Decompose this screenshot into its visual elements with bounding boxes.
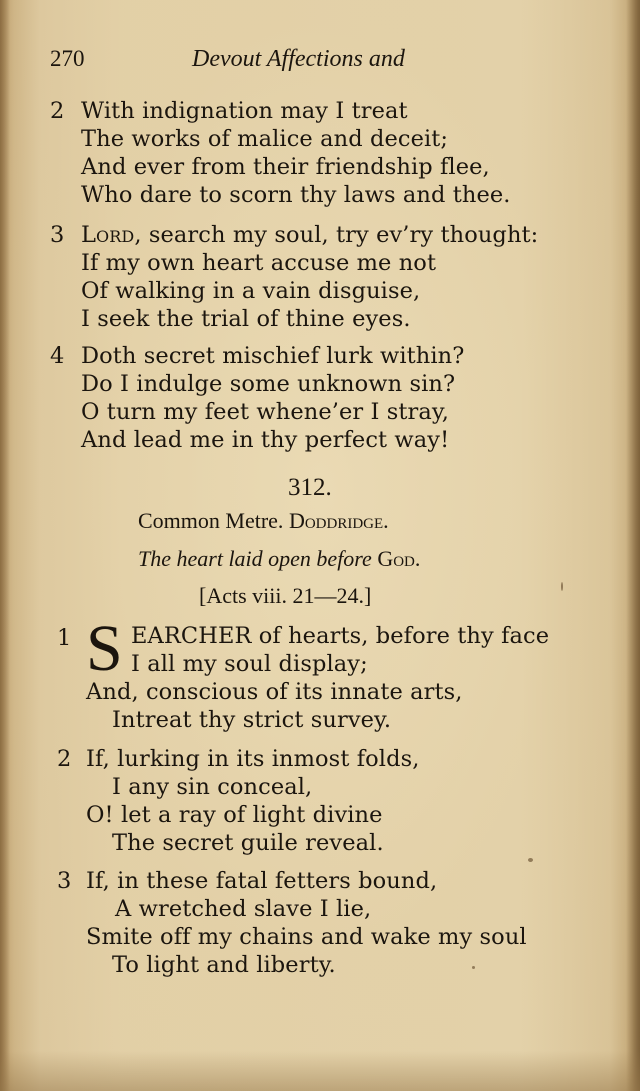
verse-line: And, conscious of its innate arts, bbox=[86, 679, 463, 705]
paper-speck bbox=[472, 966, 475, 969]
verse-line: And ever from their friendship flee, bbox=[81, 154, 490, 180]
running-title: Devout Affections and bbox=[192, 46, 405, 72]
verse-line: Doth secret mischief lurk within? bbox=[81, 343, 465, 369]
verse-line: The works of malice and deceit; bbox=[81, 126, 449, 152]
verse-line: If my own heart accuse me not bbox=[81, 250, 437, 276]
verse-line: I seek the trial of thine eyes. bbox=[81, 306, 411, 332]
verse-line: Smite off my chains and wake my soul bbox=[86, 924, 527, 950]
verse-line: If, in these fatal fetters bound, bbox=[86, 868, 438, 894]
hymn-subject-text: The heart laid open before bbox=[138, 546, 372, 571]
verse-line: O turn my feet whene’er I stray, bbox=[81, 399, 450, 425]
verse-line bbox=[81, 221, 538, 249]
verse-line: Who dare to scorn thy laws and thee. bbox=[81, 182, 511, 208]
verse-line: EARCHER of hearts, before thy face bbox=[131, 623, 550, 649]
verse-line: If, lurking in its inmost folds, bbox=[86, 746, 420, 772]
hymn-meter: Common Metre. bbox=[138, 508, 284, 533]
verse-line: To light and liberty. bbox=[112, 952, 336, 978]
small-caps-word: Lord bbox=[81, 222, 135, 248]
hymn-author: Doddridge. bbox=[288, 508, 389, 533]
verse-line: I any sin conceal, bbox=[112, 774, 313, 800]
stanza-number: 2 bbox=[50, 98, 65, 124]
hymn-number: 312. bbox=[288, 474, 332, 501]
page-edge-shadow-left bbox=[0, 0, 10, 1091]
stanza-number: 4 bbox=[50, 343, 65, 369]
page-edge-shadow-right bbox=[626, 0, 640, 1091]
verse-line: Intreat thy strict survey. bbox=[112, 707, 392, 733]
stanza-number: 3 bbox=[57, 868, 72, 894]
scripture-reference: [Acts viii. 21—24.] bbox=[199, 583, 372, 608]
verse-line: With indignation may I treat bbox=[81, 98, 408, 124]
verse-line: Do I indulge some unknown sin? bbox=[81, 371, 456, 397]
hymn-subject bbox=[138, 546, 420, 572]
verse-line: The secret guile reveal. bbox=[112, 830, 384, 856]
verse-line: And lead me in thy perfect way! bbox=[81, 427, 450, 453]
paper-speck bbox=[561, 582, 563, 591]
stanza-number: 3 bbox=[50, 222, 65, 248]
hymn-meter-line bbox=[138, 508, 389, 534]
stanza-number: 2 bbox=[57, 746, 72, 772]
verse-line: I all my soul display; bbox=[131, 651, 368, 677]
verse-line: O! let a ray of light divine bbox=[86, 802, 383, 828]
stanza-number: 1 bbox=[57, 625, 72, 651]
verse-line: A wretched slave I lie, bbox=[115, 896, 372, 922]
verse-line-rest: , search my soul, try ev’ry thought: bbox=[134, 222, 539, 248]
page-edge-shadow-bottom bbox=[0, 1051, 640, 1091]
hymn-subject-god: God. bbox=[377, 546, 421, 571]
paper-speck bbox=[528, 858, 533, 862]
verse-line: Of walking in a vain disguise, bbox=[81, 278, 421, 304]
page-number: 270 bbox=[50, 46, 85, 71]
drop-cap: S bbox=[86, 612, 123, 685]
